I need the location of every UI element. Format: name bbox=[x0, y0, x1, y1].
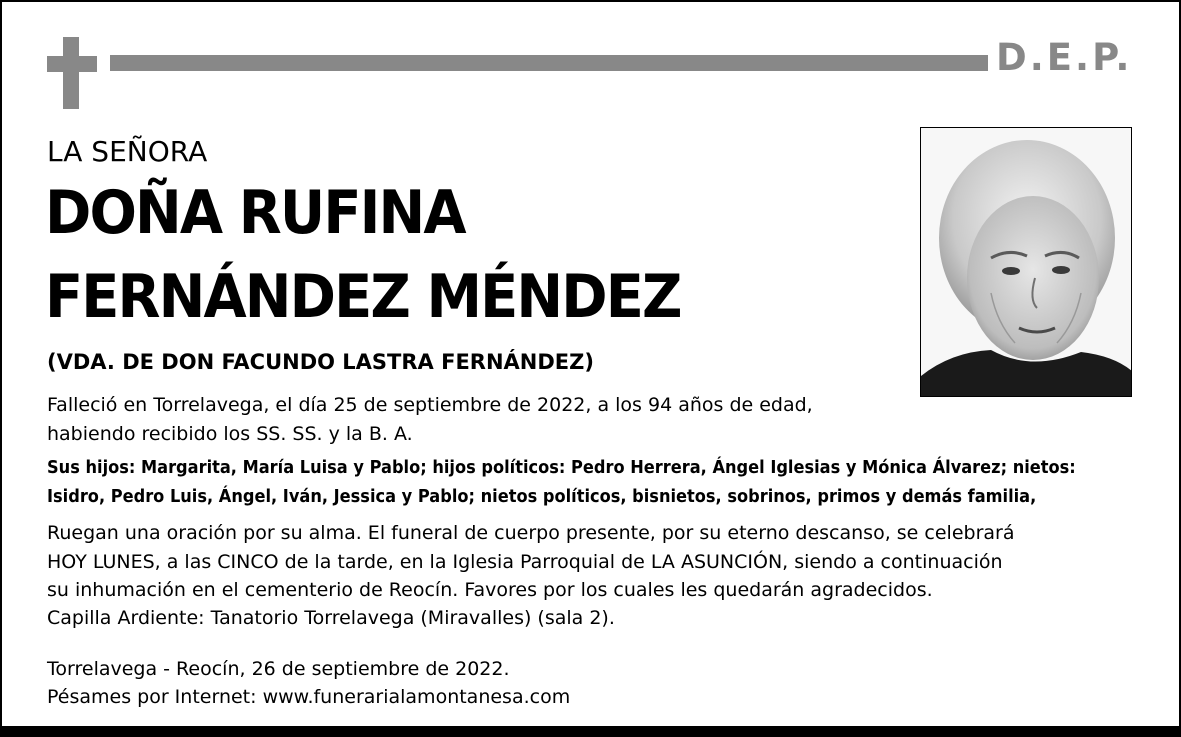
family-line2: Isidro, Pedro Luis, Ángel, Iván, Jessica y Pablo; nietos políticos, bisnietos, sobrinos, primos y demás familia, bbox=[47, 486, 1037, 507]
funeral-line1: Ruegan una oración por su alma. El funeral de cuerpo presente, por su eterno descanso, se celebrará bbox=[47, 522, 1015, 544]
place-date: Torrelavega - Reocín, 26 de septiembre de 2022. bbox=[47, 658, 510, 680]
family-list bbox=[47, 453, 1076, 511]
honorific: LA SEÑORA bbox=[47, 135, 208, 168]
deceased-name-line2: FERNÁNDEZ MÉNDEZ bbox=[45, 262, 681, 332]
header-rule bbox=[110, 55, 988, 71]
death-info-line2: habiendo recibido los SS. SS. y la B. A. bbox=[47, 423, 413, 445]
bottom-border bbox=[0, 726, 1181, 737]
death-info-line1: Falleció en Torrelavega, el día 25 de septiembre de 2022, a los 94 años de edad, bbox=[47, 394, 813, 416]
widow-of: (VDA. DE DON FACUNDO LASTRA FERNÁNDEZ) bbox=[47, 350, 594, 374]
dep-label: D.E.P. bbox=[996, 36, 1133, 79]
funeral-line2: HOY LUNES, a las CINCO de la tarde, en la Iglesia Parroquial de LA ASUNCIÓN, siendo a continuación bbox=[47, 551, 1003, 573]
chapel-info: Capilla Ardiente: Tanatorio Torrelavega (Miravalles) (sala 2). bbox=[47, 607, 615, 629]
funeral-line3: su inhumación en el cementerio de Reocín. Favores por los cuales les quedarán agradecidos. bbox=[47, 579, 933, 601]
deceased-name-line1: DOÑA RUFINA bbox=[45, 178, 465, 248]
family-line1: Sus hijos: Margarita, María Luisa y Pablo; hijos políticos: Pedro Herrera, Ángel Iglesias y Mónica Álvarez; nietos: bbox=[47, 457, 1076, 478]
condolences-link: Pésames por Internet: www.funerarialamontanesa.com bbox=[47, 686, 571, 708]
portrait-photo bbox=[920, 127, 1132, 397]
portrait-illustration bbox=[921, 128, 1132, 397]
